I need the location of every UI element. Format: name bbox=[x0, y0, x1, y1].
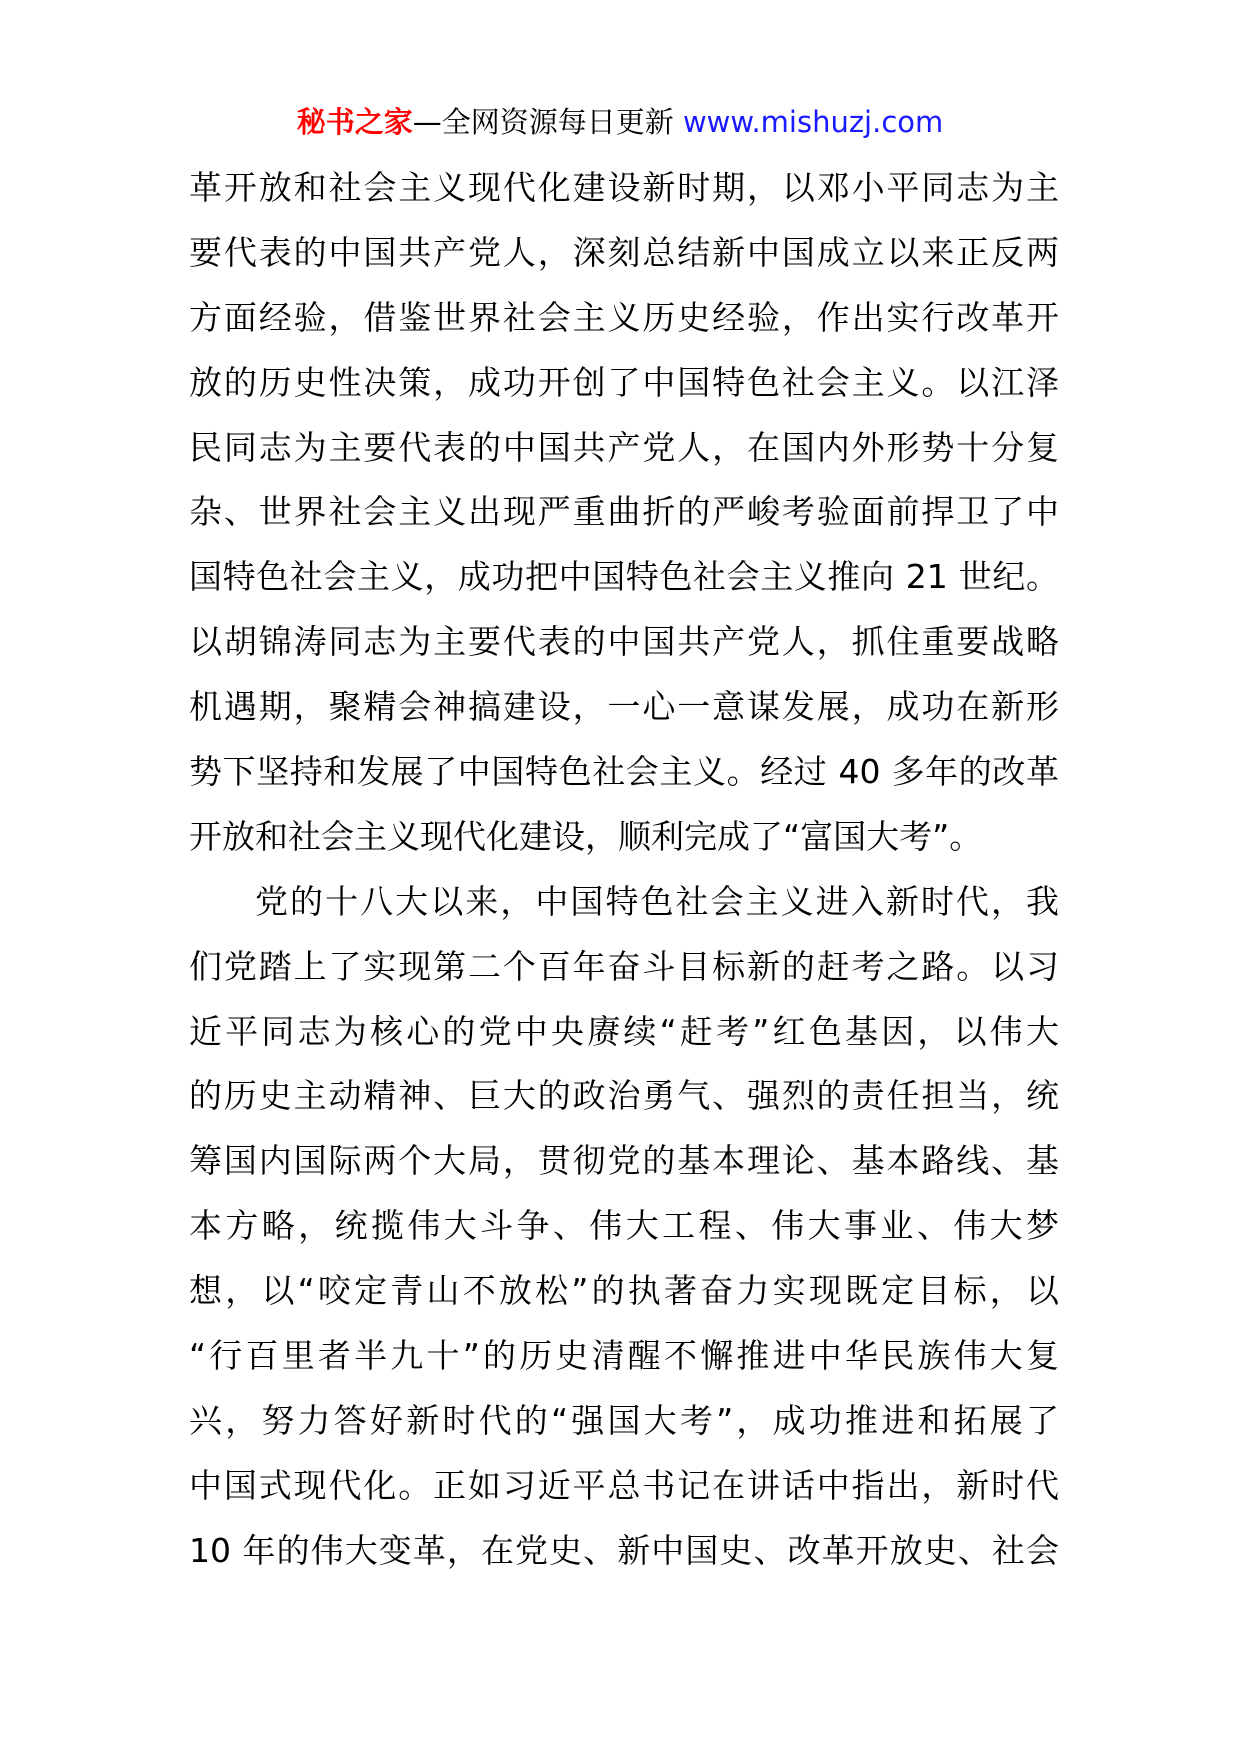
header-tagline: —全网资源每日更新 bbox=[412, 105, 674, 139]
text-line: 本方略，统揽伟大斗争、伟大工程、伟大事业、伟大梦 bbox=[189, 1206, 1059, 1246]
text-line: 机遇期，聚精会神搞建设，一心一意谋发展，成功在新形 bbox=[189, 687, 1059, 727]
page-header bbox=[0, 102, 1240, 142]
text-line: 的历史主动精神、巨大的政治勇气、强烈的责任担当，统 bbox=[189, 1076, 1059, 1116]
text-line: 想，以“咬定青山不放松”的执著奋力实现既定目标，以 bbox=[189, 1271, 1059, 1311]
paragraph-end-line: 开放和社会主义现代化建设，顺利完成了“富国大考”。 bbox=[189, 816, 983, 856]
text-line: 革开放和社会主义现代化建设新时期，以邓小平同志为主 bbox=[189, 168, 1059, 207]
text-line: 以胡锦涛同志为主要代表的中国共产党人，抓住重要战略 bbox=[189, 622, 1059, 662]
text-line: 10 年的伟大变革，在党史、新中国史、改革开放史、社会 bbox=[189, 1530, 1059, 1570]
text-line: 国特色社会主义，成功把中国特色社会主义推向 21 世纪。 bbox=[189, 557, 1059, 597]
text-line: 们党踏上了实现第二个百年奋斗目标新的赶考之路。以习 bbox=[189, 946, 1059, 986]
text-line: 兴，努力答好新时代的“强国大考”，成功推进和拓展了 bbox=[189, 1400, 1059, 1440]
text-line: 筹国内国际两个大局，贯彻党的基本理论、基本路线、基 bbox=[189, 1141, 1059, 1181]
text-line: 杂、世界社会主义出现严重曲折的严峻考验面前捍卫了中 bbox=[189, 492, 1059, 532]
text-line: 要代表的中国共产党人，深刻总结新中国成立以来正反两 bbox=[189, 232, 1059, 272]
site-url-link[interactable]: www.mishuzj.com bbox=[682, 105, 944, 139]
text-line: 中国式现代化。正如习近平总书记在讲话中指出，新时代 bbox=[189, 1465, 1059, 1505]
text-line: 方面经验，借鉴世界社会主义历史经验，作出实行改革开 bbox=[189, 297, 1059, 337]
text-line: 放的历史性决策，成功开创了中国特色社会主义。以江泽 bbox=[189, 362, 1059, 402]
paragraph-start-line: 党的十八大以来，中国特色社会主义进入新时代，我 bbox=[255, 881, 1059, 921]
text-line: 民同志为主要代表的中国共产党人，在国内外形势十分复 bbox=[189, 427, 1059, 467]
brand-name: 秘书之家 bbox=[296, 105, 413, 139]
text-line: 近平同志为核心的党中央赓续“赶考”红色基因，以伟大 bbox=[189, 1011, 1059, 1051]
text-line: “行百里者半九十”的历史清醒不懈推进中华民族伟大复 bbox=[189, 1336, 1059, 1376]
document-body bbox=[189, 156, 1059, 1584]
text-line: 势下坚持和发展了中国特色社会主义。经过 40 多年的改革 bbox=[189, 752, 1059, 792]
